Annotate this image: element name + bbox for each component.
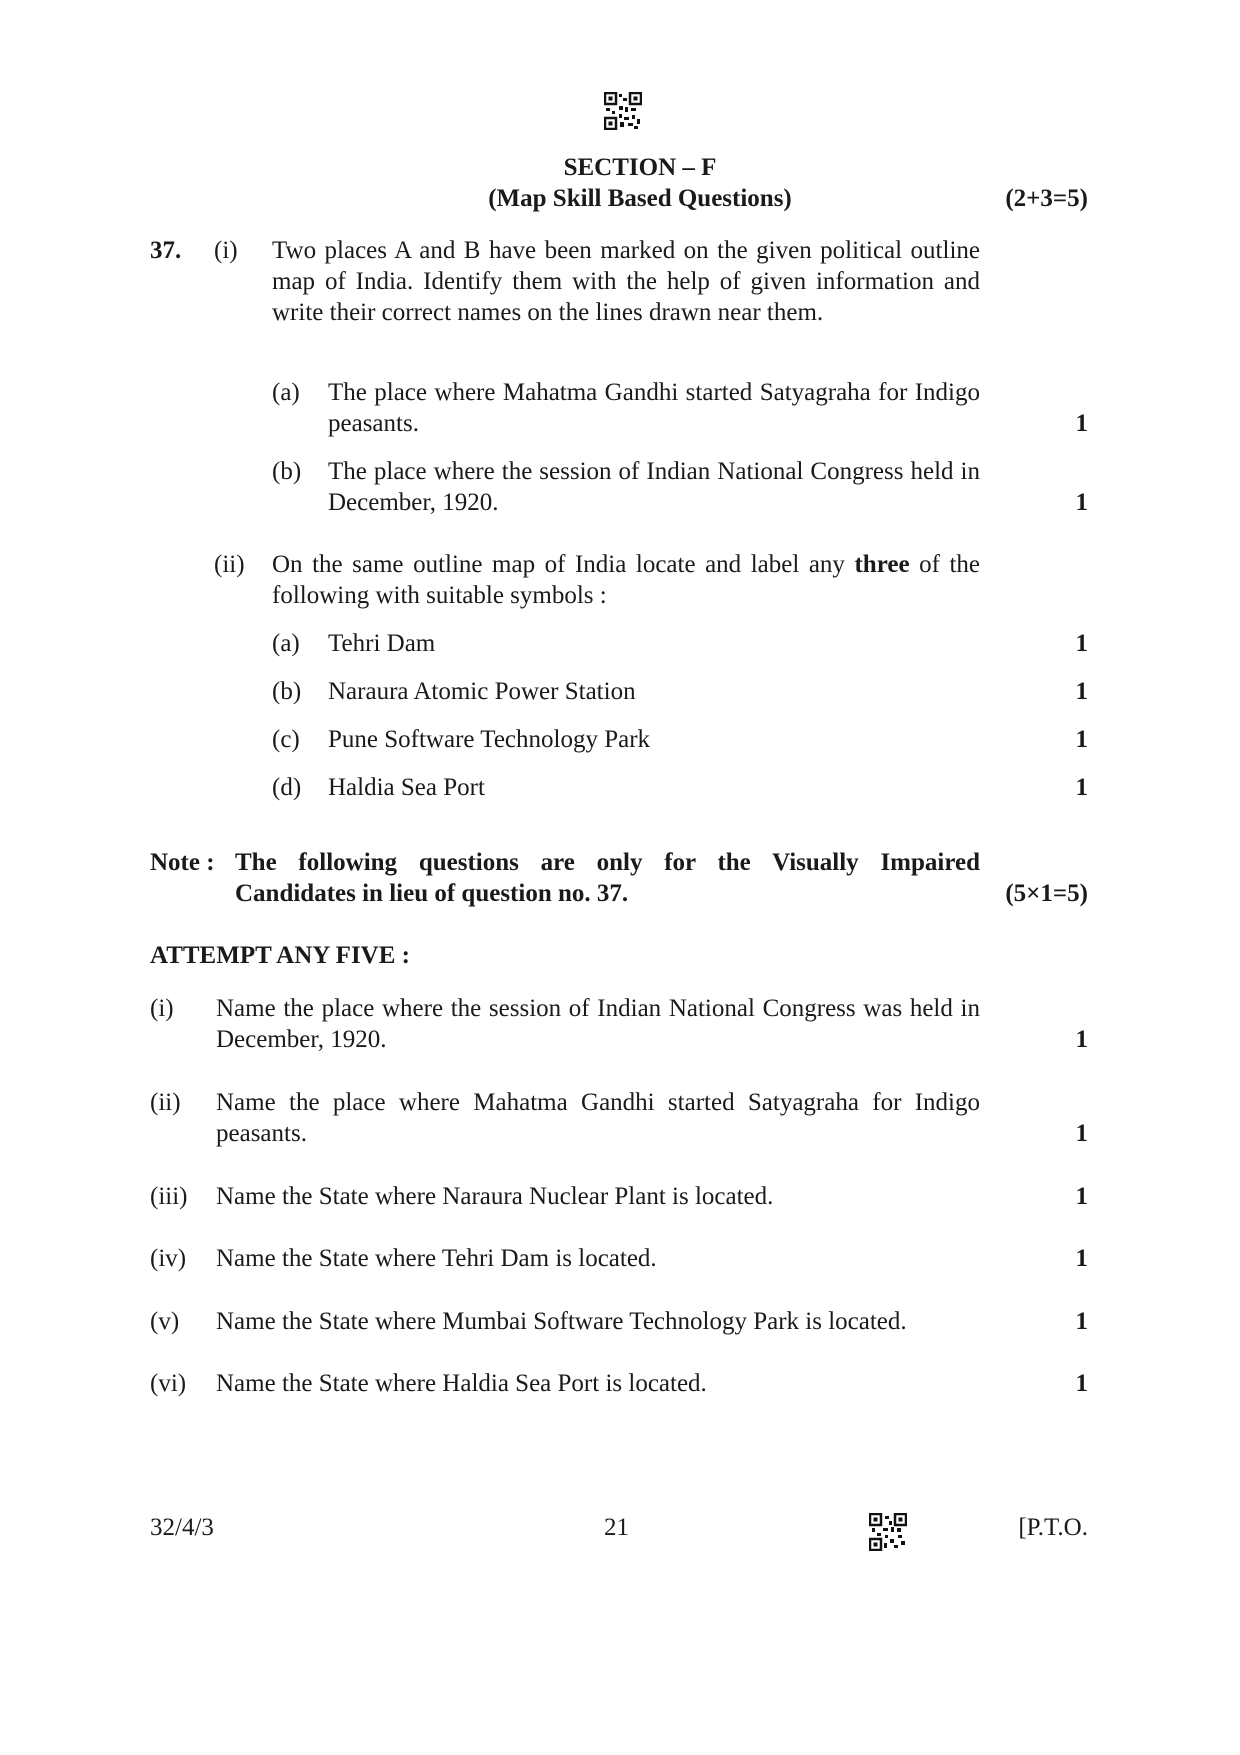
item-label: (iv): [150, 1245, 187, 1272]
mark: 1: [1075, 1120, 1088, 1147]
question-number: 37.: [150, 237, 182, 264]
item-text: Name the State where Mumbai Software Technology Park is located.: [216, 1308, 907, 1335]
mark: 1: [1075, 489, 1088, 516]
qr-code-icon: [869, 1513, 907, 1551]
note-marks: (5×1=5): [1005, 880, 1088, 907]
item-text: Name the place where Mahatma Gandhi started Satyagraha for Indigo peasants.: [216, 1089, 980, 1147]
sub-text: Haldia Sea Port: [328, 774, 485, 801]
sub-text: Naraura Atomic Power Station: [328, 678, 636, 705]
sub-label: (d): [272, 774, 302, 801]
mark: 1: [1075, 630, 1088, 657]
pto-label: [P.T.O.: [1018, 1514, 1088, 1541]
sub-label: (a): [272, 630, 300, 657]
part-text: On the same outline map of India locate and label any three of the following with suitable symbols :: [272, 551, 980, 609]
sub-text: The place where Mahatma Gandhi started Satyagraha for Indigo peasants.: [328, 379, 980, 437]
mark: 1: [1075, 1308, 1088, 1335]
mark: 1: [1075, 1183, 1088, 1210]
item-text: Name the place where the session of Indian National Congress was held in December, 1920.: [216, 995, 980, 1053]
part-text: Two places A and B have been marked on the given political outline map of India. Identify them with the help of given information and write their correct names on the lines drawn near them.: [272, 237, 980, 326]
sub-label: (c): [272, 726, 300, 753]
part-label: (i): [214, 237, 238, 264]
mark: 1: [1075, 774, 1088, 801]
sub-label: (a): [272, 379, 300, 406]
attempt-heading: ATTEMPT ANY FIVE :: [150, 942, 410, 969]
item-label: (v): [150, 1308, 180, 1335]
mark: 1: [1075, 726, 1088, 753]
part-label: (ii): [214, 551, 245, 578]
page-number: 21: [604, 1514, 629, 1541]
section-subtitle: (Map Skill Based Questions): [488, 185, 792, 212]
section-marks: (2+3=5): [1005, 185, 1088, 212]
mark: 1: [1075, 410, 1088, 437]
emphasis: three: [854, 551, 910, 578]
mark: 1: [1075, 1245, 1088, 1272]
paper-code: 32/4/3: [150, 1514, 214, 1541]
mark: 1: [1075, 1026, 1088, 1053]
section-title: SECTION – F: [563, 154, 717, 181]
item-text: Name the State where Haldia Sea Port is located.: [216, 1370, 707, 1397]
item-label: (ii): [150, 1089, 181, 1116]
sub-label: (b): [272, 458, 302, 485]
item-label: (iii): [150, 1183, 188, 1210]
note-text: The following questions are only for the Visually Impaired Candidates in lieu of question no. 37.: [235, 849, 980, 907]
item-label: (vi): [150, 1370, 187, 1397]
item-label: (i): [150, 995, 174, 1022]
item-text: Name the State where Tehri Dam is located.: [216, 1245, 657, 1272]
sub-label: (b): [272, 678, 302, 705]
mark: 1: [1075, 678, 1088, 705]
note-label: Note :: [150, 849, 215, 876]
sub-text: Tehri Dam: [328, 630, 436, 657]
item-text: Name the State where Naraura Nuclear Plant is located.: [216, 1183, 774, 1210]
mark: 1: [1075, 1370, 1088, 1397]
sub-text: The place where the session of Indian National Congress held in December, 1920.: [328, 458, 980, 516]
qr-code-icon: [604, 92, 642, 130]
sub-text: Pune Software Technology Park: [328, 726, 651, 753]
